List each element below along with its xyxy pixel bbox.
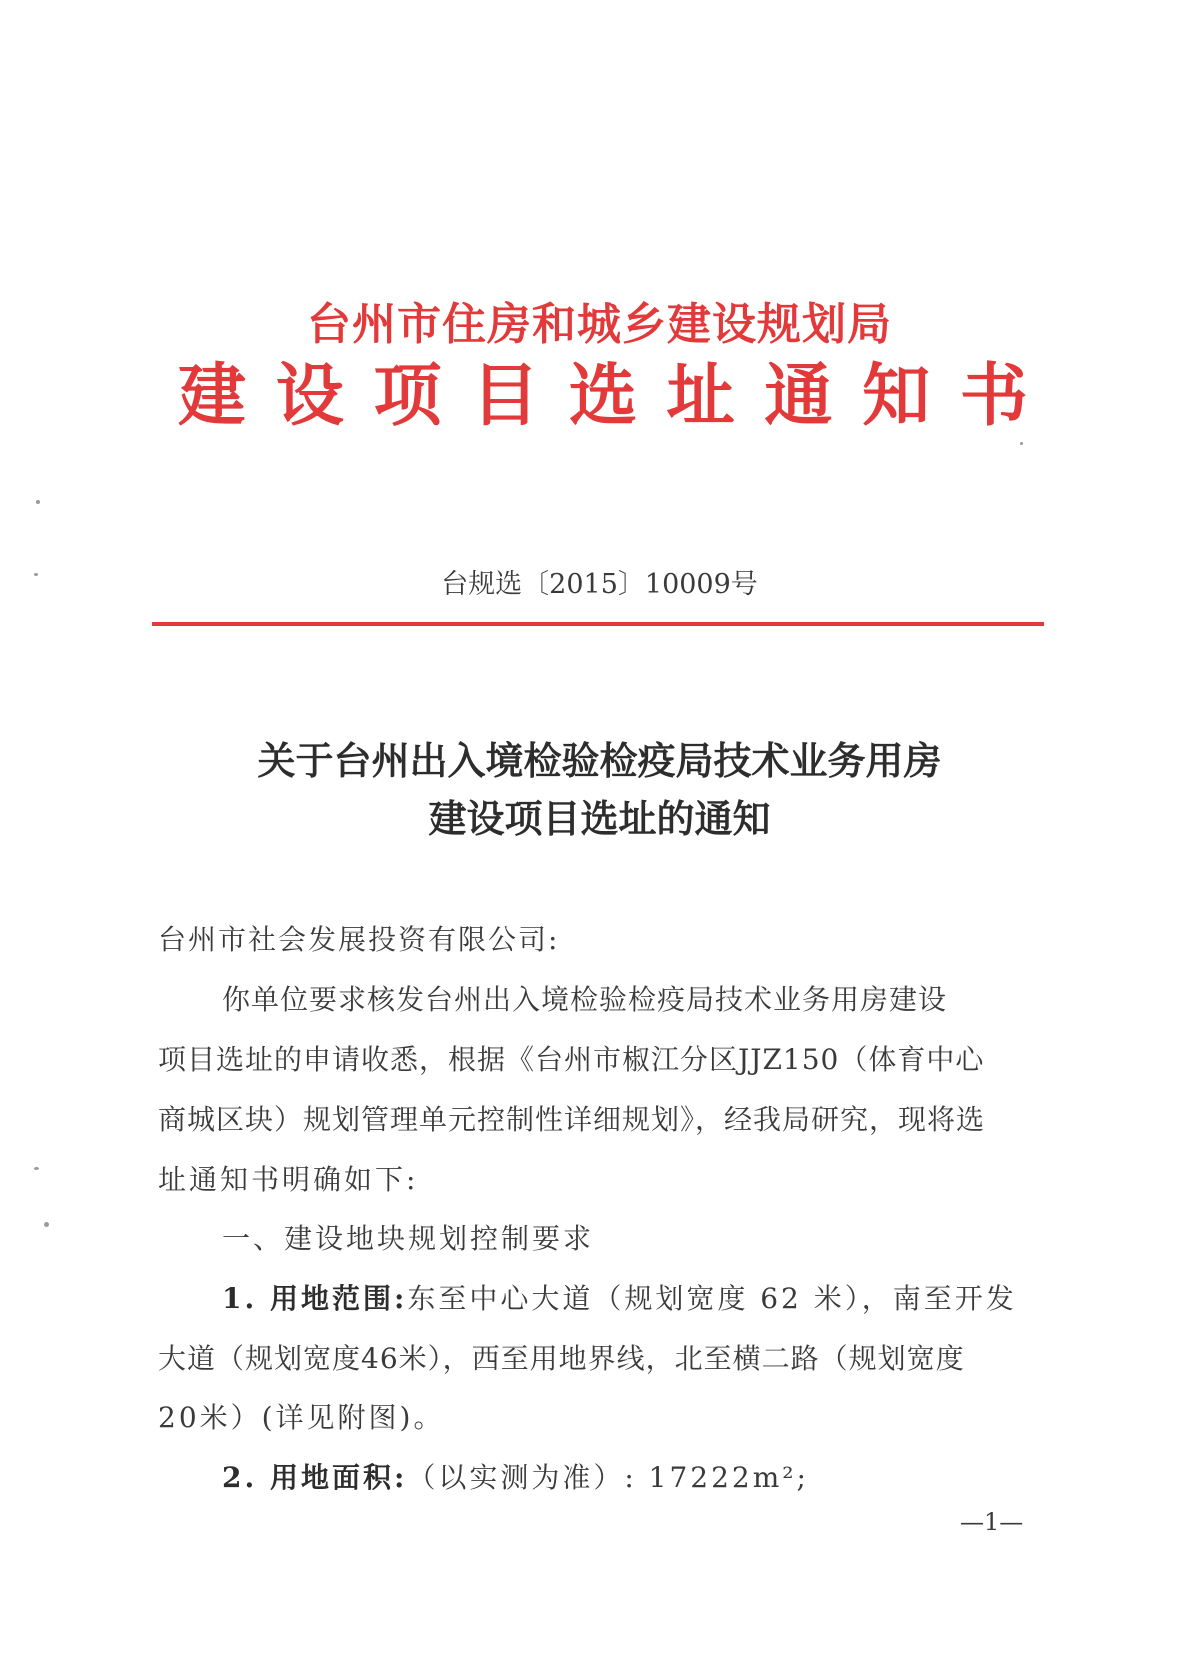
notice-title-line-2: 建设项目选址的通知 <box>428 797 771 841</box>
item-1-label: 1. 用地范围: <box>222 1282 408 1315</box>
doc-type-char: 址 <box>666 356 735 436</box>
item-2-label: 2. 用地面积: <box>222 1461 408 1494</box>
paragraph-1-line-3: 商城区块）规划管理单元控制性详细规划》，经我局研究，现将选 <box>158 1103 986 1136</box>
item-1-text: 东至中心大道（规划宽度 62 米），南至开发 <box>407 1282 1017 1315</box>
document-type-heading <box>178 356 1028 436</box>
scan-speck <box>44 1222 49 1227</box>
doc-type-char: 通 <box>764 356 833 436</box>
doc-type-char: 目 <box>471 356 540 436</box>
item-2-text: （以实测为准）: 17222m²; <box>407 1461 809 1494</box>
doc-type-char: 知 <box>862 356 931 436</box>
doc-type-char: 项 <box>373 356 442 436</box>
scan-speck <box>1020 442 1023 445</box>
issuing-authority: 台州市住房和城乡建设规划局 <box>307 299 892 350</box>
header-divider <box>152 622 1044 626</box>
page-number: —1— <box>960 1508 1024 1536</box>
paragraph-1-line-4: 址通知书明确如下: <box>158 1163 419 1196</box>
scan-speck <box>34 573 38 576</box>
doc-type-char: 设 <box>275 356 344 436</box>
paragraph-1-line-1: 你单位要求核发台州出入境检验检疫局技术业务用房建设 <box>222 983 948 1016</box>
addressee: 台州市社会发展投资有限公司: <box>158 923 560 956</box>
paragraph-1-line-2: 项目选址的申请收悉，根据《台州市椒江分区JJZ150（体育中心 <box>158 1043 985 1076</box>
notice-title-line-1: 关于台州出入境检验检疫局技术业务用房 <box>257 739 942 783</box>
item-1-line-2: 大道（规划宽度46米），西至用地界线，北至横二路（规划宽度 <box>158 1342 965 1375</box>
document-number: 台规选〔2015〕10009号 <box>441 569 758 600</box>
doc-type-char: 书 <box>959 356 1028 436</box>
item-2-line <box>222 1456 1110 1496</box>
section-heading-1: 一、建设地块规划控制要求 <box>222 1222 595 1255</box>
scan-speck <box>36 500 40 504</box>
doc-type-char: 选 <box>568 356 637 436</box>
item-1-line-1 <box>222 1277 1046 1317</box>
item-1-line-3: 20米）(详见附图)。 <box>158 1401 445 1434</box>
scan-speck <box>34 1167 39 1170</box>
doc-type-char: 建 <box>178 356 247 436</box>
